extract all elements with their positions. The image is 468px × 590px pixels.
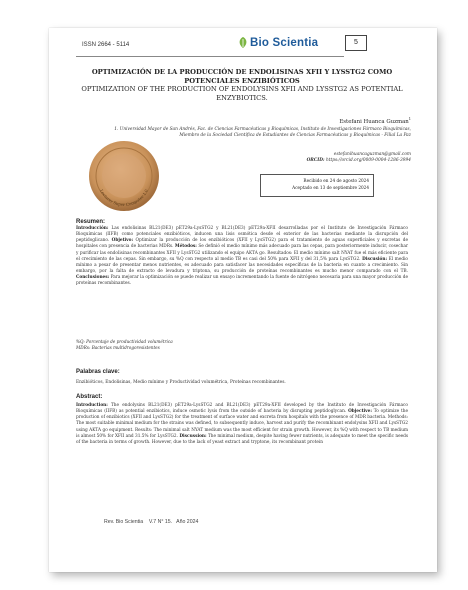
medal-text: Lecturer Super Computer 1.0 [99, 188, 149, 208]
keywords-heading: Palabras clave: [76, 369, 120, 375]
received-date: Recibido en 24 de agosto 2024 [303, 178, 369, 183]
accepted-date: Aceptado en 13 de septiembre 2024 [292, 184, 369, 190]
page-number: 5 [345, 35, 367, 51]
page-footer: Rev. Bio Scientia V.7 N° 15. Año 2024 [104, 519, 199, 525]
title-english: OPTIMIZATION OF THE PRODUCTION OF ENDOLYSINS XFII AND LYSSTG2 AS POTENTIAL ENZYBIOTICS. [81, 85, 403, 102]
methods-label: Métodos: [174, 244, 197, 250]
resumen-heading: Resumen: [76, 219, 106, 225]
author-affiliation: 1. Universidad Mayor de San Andrés, Fac. de Ciencias Farmacéuticas y Bioquímicas, Instituto de Investigaciones Fármaco Bioquímicas, Miembro de la Sociedad Científica de Estudiantes de Ciencias Farmacéuticas y Bioquímicas - Filial La Paz [114, 127, 411, 138]
intro-text: Las endolisinas BL21(DE3) pET29a-LysSTG2 y BL21(DE3) pET29a-XFII desarrolladas por el Instituto de Investigación Fármaco Bioquímicas (IIFB) como potenciales enzibióticos, inducen una lisis osmótica desde el exterior de las bacterias mediante la disrupción del peptidoglicano. [76, 226, 408, 244]
conclusions-label: Conclusiones: [76, 275, 110, 281]
document-page [49, 28, 437, 572]
objective-text: Optimizar la producción de los enzibióticos (XFII y LysSTG2) para el tratamiento de aguas superficiales y excretas de hospitales con presencia de bacterias MDRs. [76, 238, 408, 250]
abstract-objective-label: Objective: [348, 409, 372, 415]
leaf-icon [237, 36, 249, 49]
abstract-discussion-text: The minimal medium, despite having fewer nutrients, is adequate to meet the specific needs of the bacteria in terms of growth. However, due to the lack of yeast extract and tryptone, its recombinant protein [76, 433, 408, 445]
abbreviation-item: MDRs: Bacterias multidrogoresistentes [76, 345, 160, 351]
abstract-text [76, 403, 408, 446]
conclusions-text: Para mejorar la optimización se puede realizar un ensayo incrementando la fuente de nitrógeno necesaria para una mayor producción de proteínas recombinantes. [76, 275, 408, 287]
dates-box [260, 174, 374, 197]
abbreviations [76, 339, 173, 352]
author-orcid [307, 158, 411, 163]
objective-label: Objetivo: [111, 238, 134, 244]
abstract-objective-text: To optimize the production of enzibiotics (XFII and LysSTG2) for the treatment of surface water and excreta from hospitals with the presence of MDR bacteria. Methods: The most suitable minimal medium for the strains was defined, to subsequently induce, harvest and purify the recombinant endolysins XFII and LysSTG2 using AKTA go equipment. Results: The minimal salt NYAT medium was the most efficient for strain growth. However, its %Q with respect to TB medium is almost 50% for XFII and 31.5% for LysSTG2. [76, 409, 408, 439]
resumen-text [76, 226, 408, 288]
keywords-text: Enzibióticos, Endolisinas, Medio mínimo y Productividad volumétrica, Proteínas recombinantes. [76, 380, 286, 385]
award-seal-icon [86, 138, 162, 214]
issn-label: ISSN 2664 - 5114 [82, 42, 130, 48]
author-name-text: Estefani Huanca Guzman [339, 118, 409, 125]
methods-text: Se definió el medio mínimo más adecuado para las cepas, para posteriormente inducir, cosechar y purificar las endolisinas recombinantes XFII y LysSTG2 utilizando el equipo AKTA go. Resultados: El medio mínimo salt NYAT fue el más eficiente para el crecimiento de las cepas. Sin embargo, su %Q con respecto al medio TB es casi del 50% para XFII y del 31,5% para LysSTG2. [76, 244, 408, 262]
abstract-heading: Abstract: [76, 394, 103, 400]
discussion-text: El medio mínimo a pesar de presentar menos nutrientes, es adecuado para satisfacer las necesidades específicas de la bacteria en cuanto a crecimiento. Sin embargo, por la falta de extracto de levadura y triptona, su producción de proteínas recombinantes es mucho menor comparado con el TB. [76, 256, 408, 275]
author-superscript: 1 [408, 117, 411, 121]
abbreviation-item: %Q: Porcentaje de productividad volumétrica [76, 339, 173, 344]
abstract-discussion-label: Discussion: [179, 433, 207, 439]
header-rule [76, 56, 344, 57]
abstract-intro-text: The endolysins BL21(DE3) pET29a-LysSTG2 and BL21(DE3) pET29a-XFII developed by the Instituto de Investigación Fármaco Bioquímicas (IIFB) as potential enzibiotics, induce osmotic lysis from the outside of bacteria by disrupting peptidoglycan. [76, 403, 408, 415]
journal-logo [237, 36, 318, 49]
journal-logo-text: Bio Scientia [250, 36, 319, 49]
abstract-intro-label: Introduction: [76, 403, 108, 408]
discussion-label: Discusión: [362, 256, 388, 262]
orcid-label: ORCID: [306, 158, 325, 163]
author-email: estefanihuancaguzman@gmail.com [333, 152, 411, 157]
orcid-url: https://orcid.org/0009-0004-1286-3994 [326, 158, 411, 163]
author-name [339, 117, 411, 125]
title-spanish: OPTIMIZACIÓN DE LA PRODUCCIÓN DE ENDOLISINAS XFII Y LYSSTG2 COMO POTENCIALES ENZIBIÓTICOS [91, 68, 393, 85]
intro-label: Introducción: [76, 226, 109, 231]
